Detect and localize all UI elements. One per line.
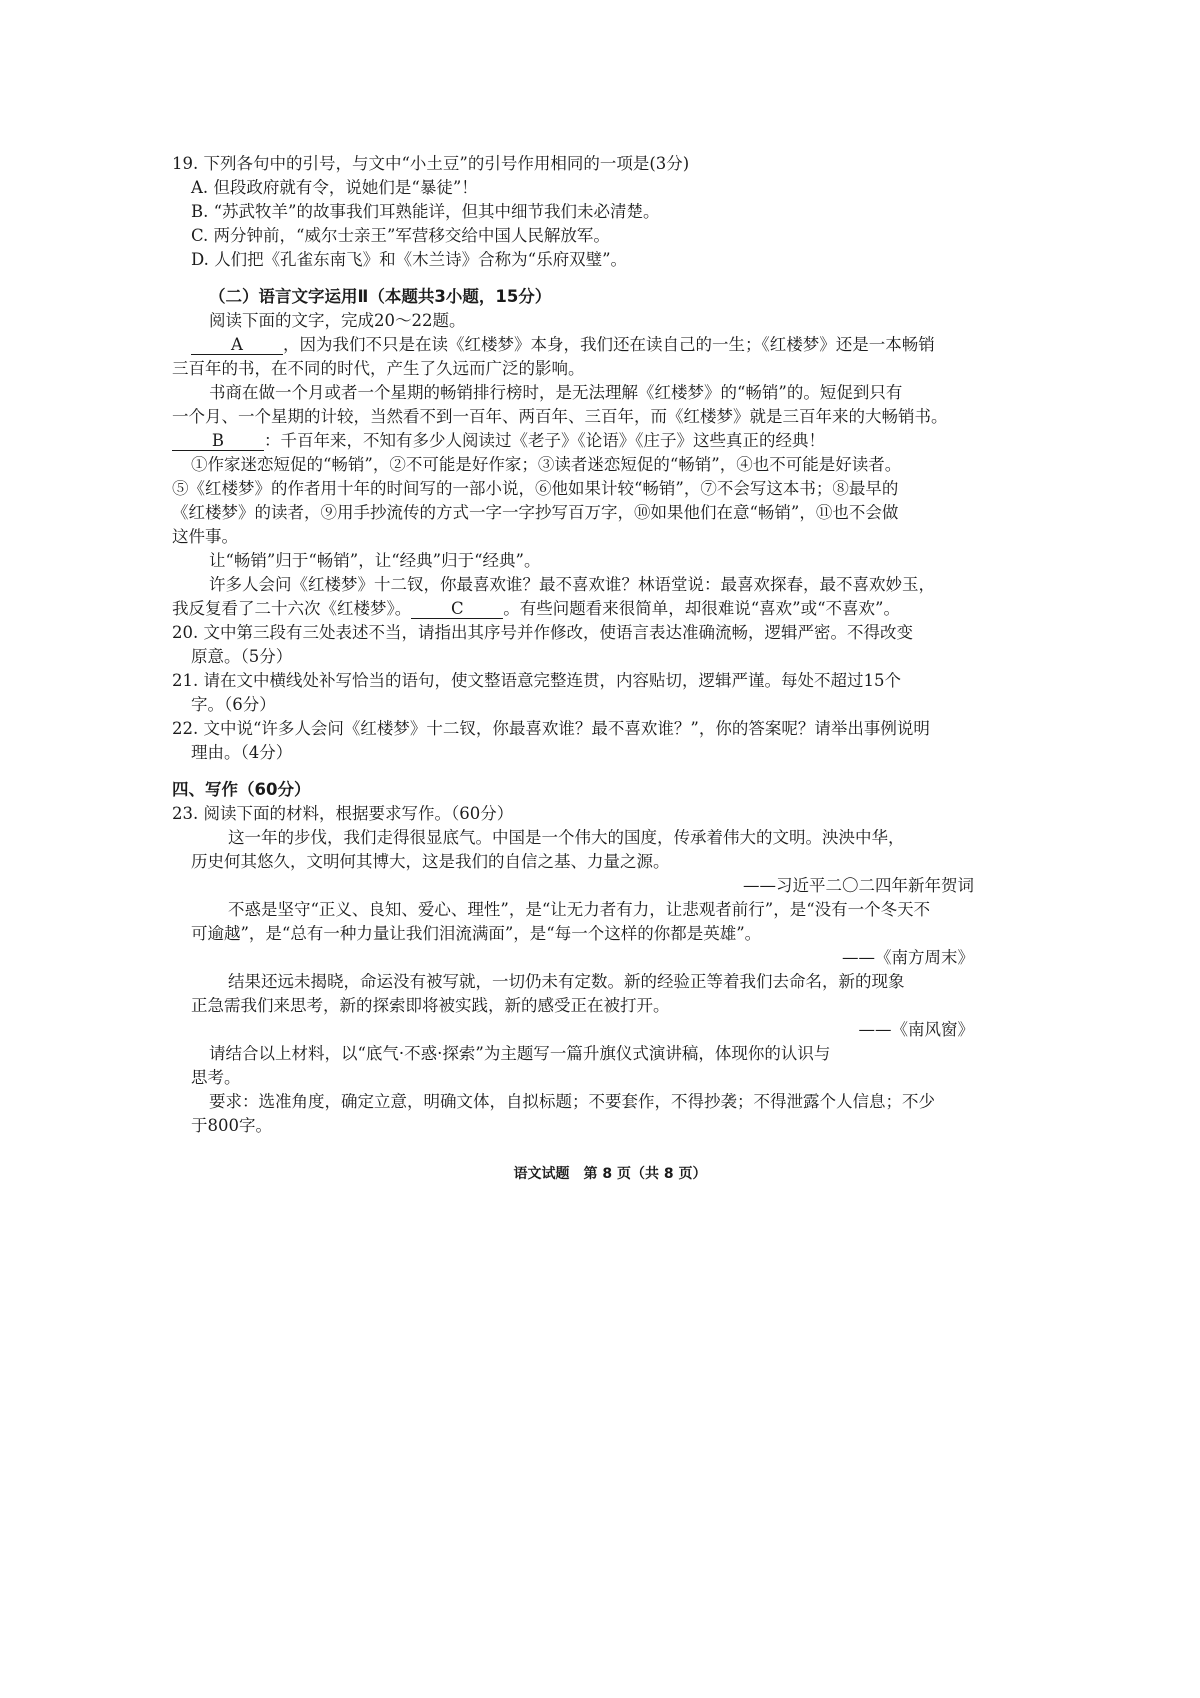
q20-line1: 20. 文中第三段有三处表述不当，请指出其序号并作修改，使语言表达准确流畅，逻辑严密。不得改变: [172, 623, 913, 642]
q19-stem: 19. 下列各句中的引号，与文中“小土豆”的引号作用相同的一项是(3分): [172, 154, 690, 173]
passage-p5-line1: 许多人会问《红楼梦》十二钗，你最喜欢谁？最不喜欢谁？林语堂说：最喜欢探春，最不喜欢妙玉，: [209, 575, 935, 594]
material2-source: ——《南方周末》: [842, 948, 974, 967]
passage-p5-line2: 我反复看了二十六次《红楼梦》。 C 。有些问题看来很简单，却很难说“喜欢”或“不喜欢”。: [172, 599, 900, 618]
material3-line2: 正急需我们来思考，新的探索即将被实践，新的感受正在被打开。: [191, 996, 670, 1015]
writing-requirements-line1: 要求：选准角度，确定立意，明确文体，自拟标题；不要套作，不得抄袭；不得泄露个人信息；不少: [209, 1092, 935, 1111]
q19-option-b: B. “苏武牧羊”的故事我们耳熟能详，但其中细节我们未必清楚。: [191, 202, 660, 221]
writing-task-line2: 思考。: [191, 1068, 241, 1087]
passage-p2-line2: 一个月、一个星期的计较，当然看不到一百年、两百年、三百年，而《红楼梦》就是三百年来的大畅销书。: [172, 407, 948, 426]
q21-line1: 21. 请在文中横线处补写恰当的语句，使文整语意完整连贯，内容贴切，逻辑严谨。每处不超过15个: [172, 671, 901, 690]
material3-source: ——《南风窗》: [858, 1020, 974, 1039]
q21-line2: 字。（6分）: [191, 695, 276, 714]
passage-p2-line3: B ：千百年来，不知有多少人阅读过《老子》《论语》《庄子》这些真正的经典！: [172, 429, 825, 453]
q19-option-c: C. 两分钟前，“威尔士亲王”军营移交给中国人民解放军。: [191, 226, 610, 245]
blank-b: B: [172, 432, 264, 451]
passage-p3-line1: ①作家迷恋短促的“畅销”，②不可能是好作家；③读者迷恋短促的“畅销”，④也不可能是好读者。: [191, 455, 902, 474]
passage-p2-line1: 书商在做一个月或者一个星期的畅销排行榜时，是无法理解《红楼梦》的“畅销”的。短促到只有: [209, 383, 903, 402]
q22-line1: 22. 文中说“许多人会问《红楼梦》十二钗，你最喜欢谁？最不喜欢谁？”，你的答案呢？请举出事例说明: [172, 719, 930, 738]
writing-heading: 四、写作（60分）: [172, 780, 311, 799]
page-footer: 语文试题 第 8 页（共 8 页）: [513, 1166, 707, 1182]
material1-line1: 这一年的步伐，我们走得很显底气。中国是一个伟大的国度，传承着伟大的文明。泱泱中华，: [228, 828, 905, 847]
passage-p3-line4: 这件事。: [172, 527, 238, 546]
passage-p4: 让“畅销”归于“畅销”，让“经典”归于“经典”。: [209, 551, 541, 570]
section2-heading: （二）语言文字运用Ⅱ（本题共3小题，15分）: [209, 287, 552, 306]
q20-line2: 原意。（5分）: [191, 647, 293, 666]
section2-instruction: 阅读下面的文字，完成20～22题。: [209, 311, 466, 330]
material2-line1: 不惑是坚守“正义、良知、爱心、理性”，是“让无力者有力，让悲观者前行”，是“没有一个冬天不: [228, 900, 931, 919]
writing-task-line1: 请结合以上材料，以“底气·不惑·探索”为主题写一篇升旗仪式演讲稿，体现你的认识与: [209, 1044, 831, 1063]
passage-p3-line2: ⑤《红楼梦》的作者用十年的时间写的一部小说，⑥他如果计较“畅销”，⑦不会写这本书；⑧最早的: [172, 479, 899, 498]
q22-line2: 理由。（4分）: [191, 743, 293, 762]
q23-stem: 23. 阅读下面的材料，根据要求写作。（60分）: [172, 804, 514, 823]
material1-source: ——习近平二〇二四年新年贺词: [743, 876, 974, 895]
passage-p1-line1: A ，因为我们不只是在读《红楼梦》本身，我们还在读自己的一生；《红楼梦》还是一本畅销: [191, 333, 935, 357]
material3-line1: 结果还远未揭晓，命运没有被写就，一切仍未有定数。新的经验正等着我们去命名，新的现象: [228, 972, 905, 991]
passage-p1-line2: 三百年的书，在不同的时代，产生了久远而广泛的影响。: [172, 359, 585, 378]
q19-option-d: D. 人们把《孔雀东南飞》和《木兰诗》合称为“乐府双璧”。: [191, 250, 628, 269]
q19-option-a: A. 但段政府就有令，说她们是“暴徒”！: [191, 178, 478, 197]
blank-a: A: [191, 336, 283, 355]
passage-p3-line3: 《红楼梦》的读者，⑨用手抄流传的方式一字一字抄写百万字，⑩如果他们在意“畅销”，⑪也不会做: [172, 503, 899, 522]
blank-c: C: [411, 600, 503, 619]
writing-requirements-line2: 于800字。: [191, 1116, 272, 1135]
material2-line2: 可逾越”，是“总有一种力量让我们泪流满面”，是“每一个这样的你都是英雄”。: [191, 924, 762, 943]
material1-line2: 历史何其悠久，文明何其博大，这是我们的自信之基、力量之源。: [191, 852, 670, 871]
